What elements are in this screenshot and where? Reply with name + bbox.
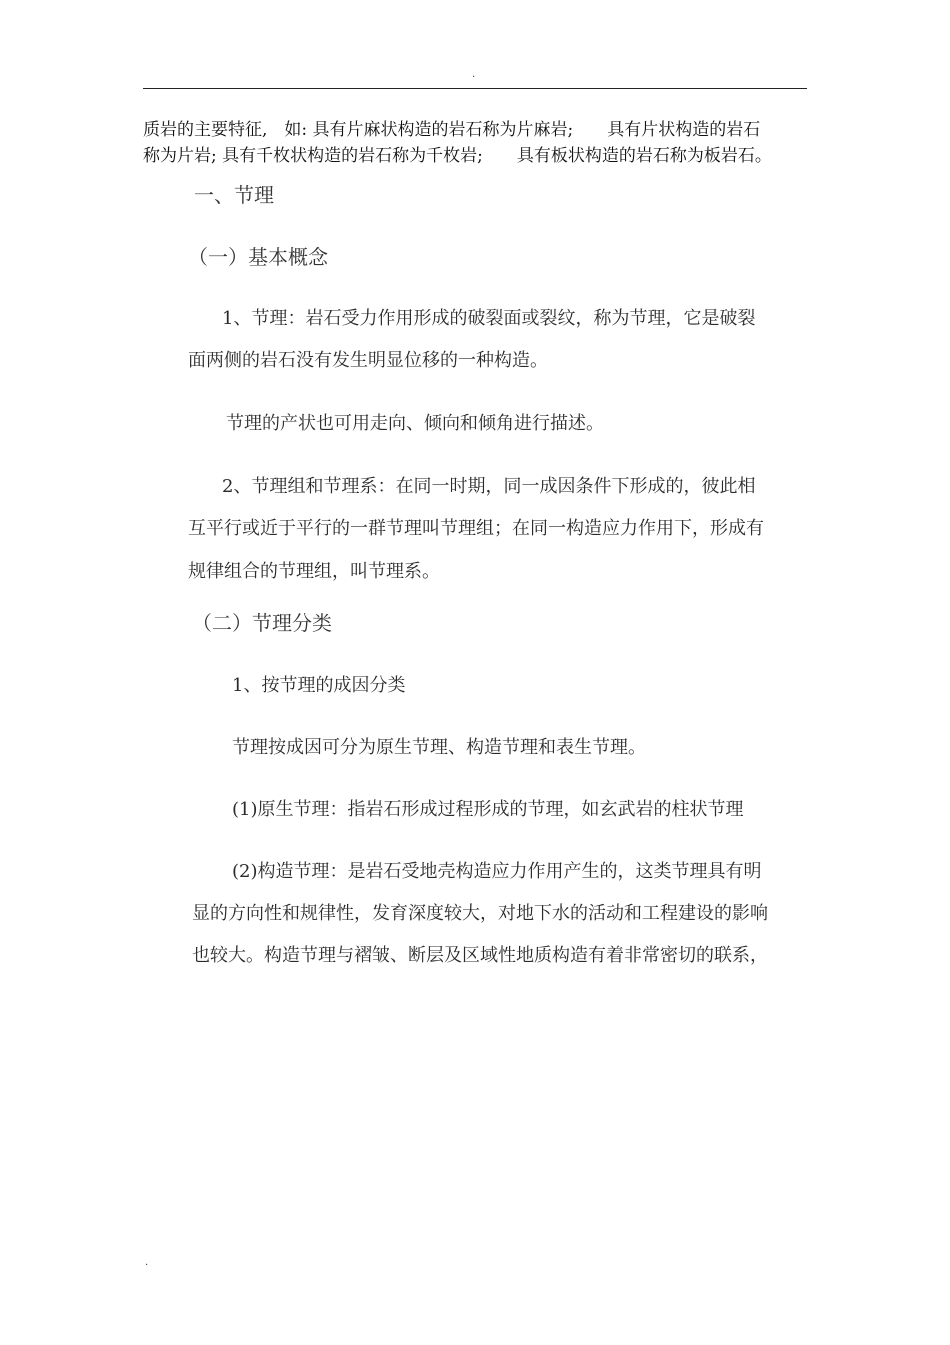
joint-occurrence-paragraph: 节理的产状也可用走向、倾向和倾角进行描述。 <box>226 413 604 434</box>
joint-set-definition-line-2: 互平行或近于平行的一群节理叫节理组；在同一构造应力作用下，形成有 <box>188 518 764 539</box>
tectonic-joint-line-1: (2)构造节理：是岩石受地壳构造应力作用产生的，这类节理具有明 <box>232 861 762 882</box>
intro-line-1: 质岩的主要特征, 如: 具有片麻状构造的岩石称为片麻岩; 具有片状构造的岩石 <box>143 120 761 140</box>
footer-dot: . <box>145 1257 149 1268</box>
joint-set-definition-line-3: 规律组合的节理组，叫节理系。 <box>188 561 440 582</box>
joint-set-definition-line-1: 2、节理组和节理系：在同一时期，同一成因条件下形成的，彼此相 <box>222 476 756 497</box>
header-dot: . <box>472 69 476 80</box>
joint-definition-line-1: 1、节理：岩石受力作用形成的破裂面或裂纹，称为节理，它是破裂 <box>222 308 756 329</box>
joint-definition-line-2: 面两侧的岩石没有发生明显位移的一种构造。 <box>188 350 548 371</box>
subsection-heading-joint-classification: （二）节理分类 <box>192 611 332 635</box>
tectonic-joint-line-2: 显的方向性和规律性，发育深度较大，对地下水的活动和工程建设的影响 <box>192 903 768 924</box>
subsection-heading-basic-concepts: （一）基本概念 <box>188 245 328 269</box>
section-heading-joints: 一、节理 <box>194 183 274 207</box>
header-rule <box>143 88 807 89</box>
classification-by-genesis-heading: 1、按节理的成因分类 <box>232 675 406 696</box>
intro-line-2: 称为片岩; 具有千枚状构造的岩石称为千枚岩; 具有板状构造的岩石称为板岩石。 <box>143 146 772 166</box>
tectonic-joint-line-3: 也较大。构造节理与褶皱、断层及区域性地质构造有着非常密切的联系， <box>192 945 768 966</box>
intro-paragraph <box>143 117 811 169</box>
primary-joint-paragraph: (1)原生节理：指岩石形成过程形成的节理，如玄武岩的柱状节理 <box>232 799 744 820</box>
genesis-types-paragraph: 节理按成因可分为原生节理、构造节理和表生节理。 <box>232 737 646 758</box>
